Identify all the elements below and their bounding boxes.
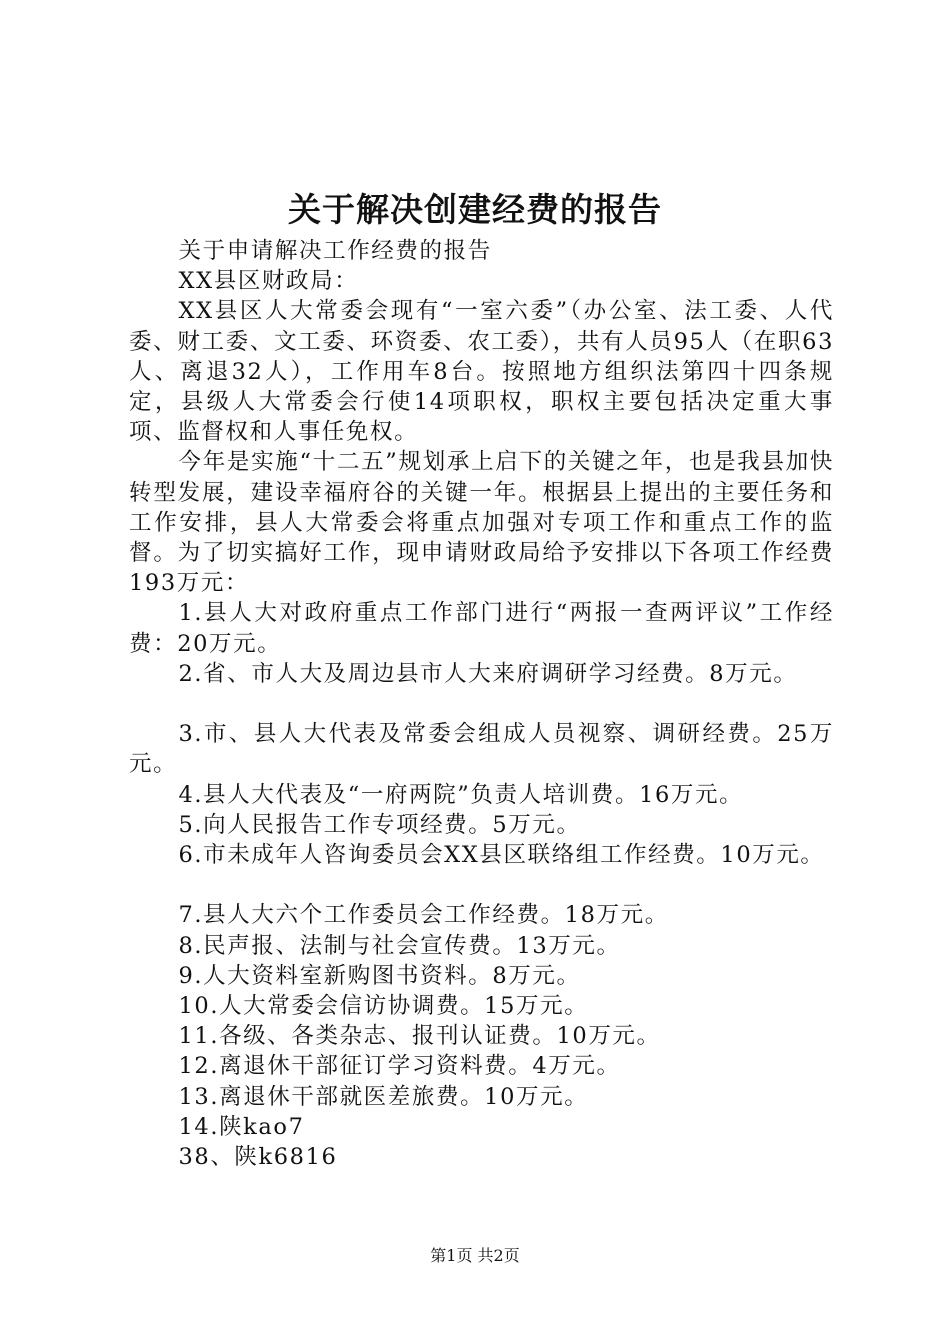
list-item: 2.省、市人大及周边县市人大来府调研学习经费。8万元。 <box>178 660 798 687</box>
list-item: 13.离退休干部就医差旅费。10万元。 <box>178 1083 589 1110</box>
list-item: 14.陕kao7 <box>178 1113 305 1140</box>
document-title: 关于解决创建经费的报告 <box>288 190 662 229</box>
list-item: 3.市、县人大代表及常委会组成人员视察、调研经费。25万元。 <box>129 721 834 778</box>
document-body <box>129 236 834 1172</box>
list-item: 12.离退休干部征订学习资料费。4万元。 <box>178 1053 621 1080</box>
subtitle: 关于申请解决工作经费的报告 <box>178 238 492 264</box>
list-item: 7.县人大六个工作委员会工作经费。18万元。 <box>178 902 669 929</box>
list-item: 38、陕k6816 <box>178 1144 338 1171</box>
addressee: XX县区财政局： <box>178 268 359 295</box>
list-item: 4.县人大代表及“一府两院”负责人培训费。16万元。 <box>178 781 744 808</box>
list-item: 10.人大常委会信访协调费。15万元。 <box>178 993 589 1020</box>
list-item: 5.向人民报告工作专项经费。5万元。 <box>178 811 581 838</box>
page-footer: 第1页 共2页 <box>430 1246 520 1265</box>
list-item: 6.市未成年人咨询委员会XX县区联络组工作经费。10万元。 <box>178 842 825 869</box>
paragraph: XX县区人大常委会现有“一室六委”（办公室、法工委、人代委、财工委、文工委、环资委、农工委），共有人员95人（在职63人、离退32人），工作用车8台。按照地方组织法第四十四条规定，县级人大常委会行使14项职权，职权主要包括决定重大事项、监督权和人事任免权。 <box>129 298 834 446</box>
list-item: 8.民声报、法制与社会宣传费。13万元。 <box>178 932 621 959</box>
list-item: 1.县人大对政府重点工作部门进行“两报一查两评议”工作经费：20万元。 <box>129 600 834 657</box>
paragraph: 今年是实施“十二五”规划承上启下的关键之年，也是我县加快转型发展，建设幸福府谷的关键一年。根据县上提出的主要任务和工作安排，县人大常委会将重点加强对专项工作和重点工作的监督。为了切实搞好工作，现申请财政局给予安排以下各项工作经费193万元： <box>129 449 834 597</box>
blank-line <box>129 689 834 719</box>
list-item: 11.各级、各类杂志、报刊认证费。10万元。 <box>178 1023 661 1050</box>
list-item: 9.人大资料室新购图书资料。8万元。 <box>178 962 581 989</box>
blank-line <box>129 870 834 900</box>
